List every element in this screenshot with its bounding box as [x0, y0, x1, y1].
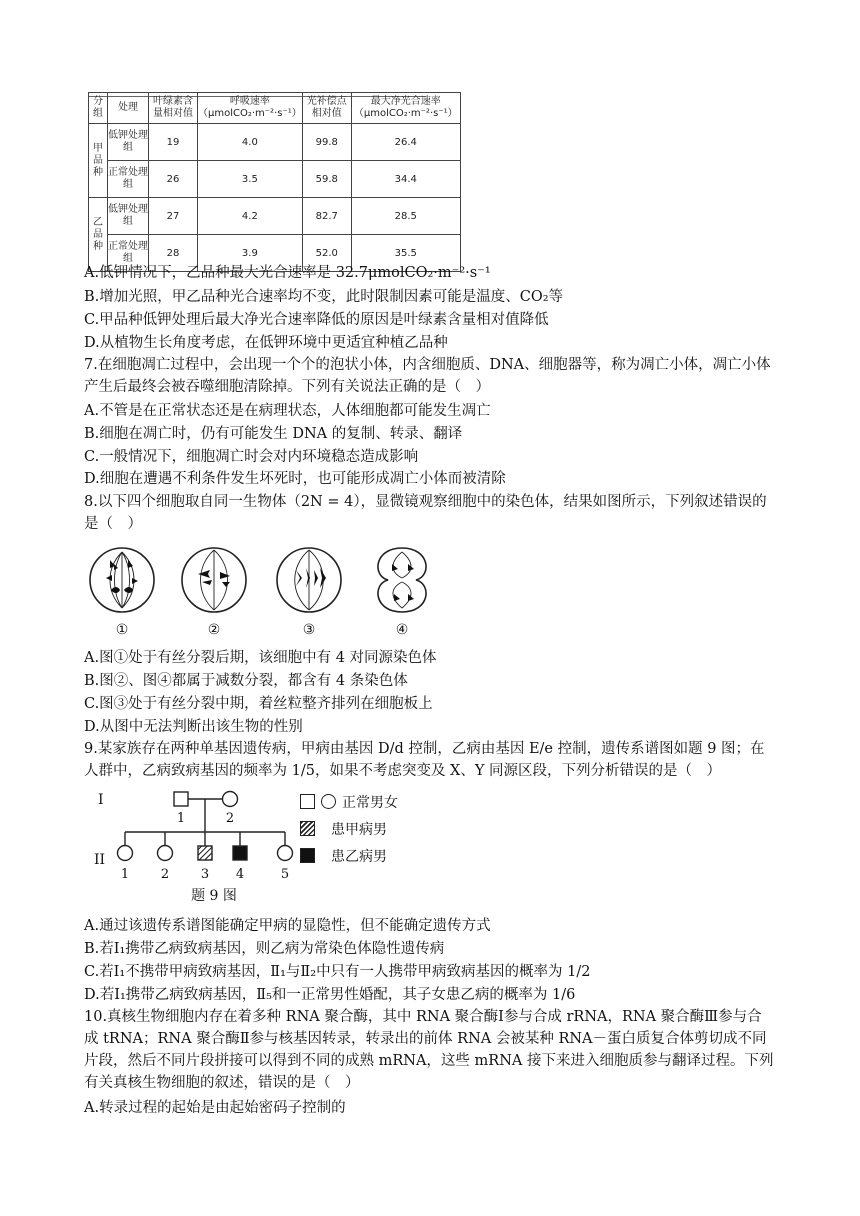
q9-option-c: C.若Ⅰ₁不携带甲病致病基因，Ⅱ₁与Ⅱ₂中只有一人携带甲病致病基因的概率为 1/2	[84, 964, 591, 980]
table-cell: 26	[149, 161, 198, 198]
q10-option-a: A.转录过程的起始是由起始密码子控制的	[84, 1100, 346, 1116]
group-cell: 甲品种	[89, 124, 108, 198]
legend-label: 正常男女	[342, 794, 398, 811]
table-row	[89, 124, 461, 161]
pedigree-number: 1	[120, 867, 130, 882]
table-header-row	[89, 93, 461, 124]
table-cell: 26.4	[351, 124, 460, 161]
q8-stem: 8.以下四个细胞取自同一生物体（2N = 4），显微镜观察细胞中的染色体，结果如图所示，下列叙述错误的是（ ）	[84, 494, 767, 532]
q6-option-a: A.低钾情况下，乙品种最大光合速率是 32.7μmolCO₂·m⁻²·s⁻¹	[84, 265, 491, 281]
q7-option-d: D.细胞在遭遇不利条件发生坏死时，也可能形成凋亡小体而被清除	[84, 471, 506, 487]
table-row	[89, 161, 461, 198]
q8-option-d: D.从图中无法判断出该生物的性别	[84, 719, 303, 735]
q8-option-b: B.图②、图④都属于减数分裂，都含有 4 条染色体	[84, 673, 408, 689]
circle-icon	[321, 794, 336, 809]
table-cell: 正常处理组	[108, 161, 149, 198]
q8-option-a: A.图①处于有丝分裂后期，该细胞中有 4 对同源染色体	[84, 650, 437, 666]
table-cell: 35.5	[351, 235, 460, 272]
q7-stem: 7.在细胞凋亡过程中，会出现一个个的泡状小体，内含细胞质、DNA、细胞器等，称为凋亡小体，凋亡小体产生后最终会被吞噬细胞清除掉。下列有关说法正确的是（ ）	[84, 357, 771, 395]
table-cell: 3.5	[198, 161, 303, 198]
pedigree-legend	[300, 788, 398, 869]
header-cell: 光补偿点相对值	[302, 93, 351, 124]
cell-label: ①	[115, 622, 129, 638]
cell-label: ②	[207, 622, 221, 638]
header-cell: 分组	[89, 93, 108, 124]
q9-option-b: B.若Ⅰ₁携带乙病致病基因，则乙病为常染色体隐性遗传病	[84, 941, 445, 957]
data-table	[88, 92, 461, 272]
table-cell: 28.5	[351, 198, 460, 235]
legend-label: 患甲病男	[331, 821, 387, 838]
table-cell: 3.9	[198, 235, 303, 272]
generation-label: II	[94, 852, 106, 868]
q7-option-b: B.细胞在凋亡时，仍有可能发生 DNA 的复制、转录、翻译	[84, 426, 463, 442]
header-cell: 叶绿素含量相对值	[149, 93, 198, 124]
q9-stem: 9.某家族存在两种单基因遗传病，甲病由基因 D/d 控制，乙病由基因 E/e 控制，遗传系谱图如题 9 图；在人群中，乙病致病基因的频率为 1/5，如果不考虑突变及 X、Y 同源区段，下列分析错误的是（ ）	[84, 741, 765, 779]
legend-item	[300, 815, 398, 842]
group-cell: 乙品种	[89, 198, 108, 272]
cell-label: ④	[395, 622, 409, 638]
table-cell: 4.0	[198, 124, 303, 161]
table-cell: 正常处理组	[108, 235, 149, 272]
table-cell: 34.4	[351, 161, 460, 198]
q9-option-a: A.通过该遗传系谱图能确定甲病的显隐性，但不能确定遗传方式	[84, 918, 491, 934]
pedigree-number: 2	[225, 811, 235, 826]
cell-4-outline	[378, 548, 426, 612]
q6-option-b: B.增加光照，甲乙品种光合速率均不变，此时限制因素可能是温度、CO₂等	[84, 289, 564, 305]
table-cell: 99.8	[302, 124, 351, 161]
pedigree-ii3-affected-a	[198, 846, 212, 860]
header-cell: 最大净光合速率（μmolCO₂·m⁻²·s⁻¹）	[351, 93, 460, 124]
pedigree-number: 5	[280, 867, 290, 882]
pedigree-ii4-affected-b	[233, 846, 247, 860]
legend-label: 患乙病男	[331, 848, 387, 865]
cell-label: ③	[302, 622, 316, 638]
table-cell: 28	[149, 235, 198, 272]
header-cell: 处理	[108, 93, 149, 124]
generation-label: I	[98, 792, 104, 808]
square-icon	[300, 794, 315, 809]
table-cell: 低钾处理组	[108, 124, 149, 161]
q9-option-d: D.若Ⅰ₁携带乙病致病基因，Ⅱ₅和一正常男性婚配，其子女患乙病的概率为 1/6	[84, 987, 576, 1003]
pedigree-i2-female	[223, 792, 238, 807]
table-cell: 52.0	[302, 235, 351, 272]
table-cell: 低钾处理组	[108, 198, 149, 235]
filled-square-icon	[300, 848, 315, 863]
table-cell: 59.8	[302, 161, 351, 198]
pedigree-ii5-female	[278, 846, 293, 861]
table-cell: 19	[149, 124, 198, 161]
legend-item	[300, 788, 398, 815]
pedigree-number: 3	[200, 867, 210, 882]
q6-option-d: D.从植物生长角度考虑，在低钾环境中更适宜种植乙品种	[84, 335, 448, 351]
table-cell: 27	[149, 198, 198, 235]
q7-option-c: C.一般情况下，细胞凋亡时会对内环境稳态造成影响	[84, 449, 419, 465]
q6-option-c: C.甲品种低钾处理后最大净光合速率降低的原因是叶绿素含量相对值降低	[84, 312, 549, 328]
pedigree-number: 4	[235, 867, 245, 882]
pedigree-i1-male	[174, 792, 188, 806]
pedigree-ii2-female	[158, 846, 173, 861]
legend-item	[300, 842, 398, 869]
pedigree-caption: 题 9 图	[191, 888, 237, 902]
q7-option-a: A.不管是在正常状态还是在病理状态，人体细胞都可能发生凋亡	[84, 403, 491, 419]
cell-division-figure	[84, 538, 444, 640]
header-cell: 呼吸速率（μmolCO₂·m⁻²·s⁻¹）	[198, 93, 303, 124]
pedigree-number: 2	[160, 867, 170, 882]
q10-stem: 10.真核生物细胞内存在着多种 RNA 聚合酶，其中 RNA 聚合酶Ⅰ参与合成 rRNA，RNA 聚合酶Ⅲ参与合成 tRNA；RNA 聚合酶Ⅱ参与核基因转录，转录出的前体 RNA 会被某种 RNA－蛋白质复合体剪切成不同片段，然后不同片段拼接可以得到不同的成熟 mRNA，这些 mRNA 接下来进入细胞质参与翻译过程。下列有关真核生物细胞的叙述，错误的是（ ）	[84, 1009, 774, 1091]
q8-option-c: C.图③处于有丝分裂中期，着丝粒整齐排列在细胞板上	[84, 696, 433, 712]
table-cell: 4.2	[198, 198, 303, 235]
table-cell: 82.7	[302, 198, 351, 235]
table-row	[89, 198, 461, 235]
pedigree-number: 1	[176, 811, 186, 826]
pedigree-ii1-female	[118, 846, 133, 861]
hatched-square-icon	[300, 821, 315, 836]
